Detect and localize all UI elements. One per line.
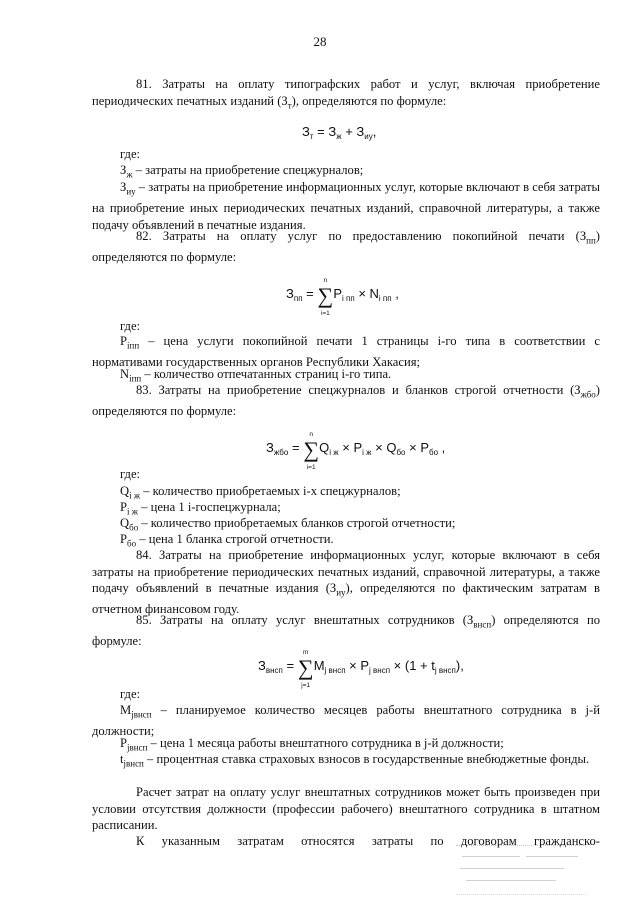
where-label: где: (120, 147, 141, 161)
formula-85: $З_{внсп}$ = m ∑ j=1 $M_{j внсп} \times P_{j внсп} \times (1 + t_{j внсп})$, (258, 649, 464, 689)
sum-sign-icon: m ∑ j=1 (297, 649, 314, 689)
faint-stamp (456, 845, 586, 895)
def-p-izh: $P_{i ж}$ – цена 1 i-госпецжурнала; (120, 500, 281, 517)
def-pinn: $P_{iпп}$ – цена услуги покопийной печати 1 страницы i-го типа в соответствии с нормативами государственных органов Республики Хакасия; (92, 334, 600, 370)
sum-sign-icon: n ∑ i=1 (303, 431, 320, 471)
def-z-zh: $З_ж$ – затраты на приобретение спецжурналов; (120, 163, 364, 180)
def-m-j: $M_{jвнсп}$ – планируемое количество месяцев работы внештатного сотрудника в j-й должности; (92, 703, 600, 739)
def-q-izh: $Q_{i ж}$ – количество приобретаемых i-х спецжурналов; (120, 484, 401, 501)
def-ninn: $N_{iпп}$ – количество отпечатанных страниц i-го типа. (120, 367, 392, 384)
formula-82: $З_{пп}$ = n ∑ i=1 $P_{i пп} \times N_{i пп}$ , (286, 277, 399, 317)
paragraph-calc: Расчет затрат на оплату услуг внештатных сотрудников может быть произведен при условии отсутствия должности (профессии рабочего) внештатного сотрудника в штатном расписании. (92, 785, 600, 833)
page-number: 28 (313, 34, 327, 49)
def-q-bo: $Q_{бо}$ – количество приобретаемых бланков строгой отчетности; (120, 516, 456, 533)
paragraph-last: К указанным затратам относятся затраты по договорам гражданско- (136, 834, 600, 848)
def-p-j: $P_{jвнсп}$ – цена 1 месяца работы внештатного сотрудника в j-й должности; (120, 736, 504, 753)
paragraph-81: 81. Затраты на оплату типографских работ и услуг, включая приобретение периодических печатных изданий $(З_т)$, определяются по формуле: (92, 77, 600, 111)
paragraph-84: 84. Затраты на приобретение информационных услуг, которые включают в себя затраты на приобретение периодических печатных изданий, справочной литературы, а также подачу объявлений в печатные издания $(З_{иу})$, определяются по фактическим затратам в отчетном финансовом году. (92, 548, 600, 617)
formula-81: $З_т = З_ж + З_{иу}$, (302, 124, 377, 141)
paragraph-82: 82. Затраты на оплату услуг по предоставлению покопийной печати $(З_{пп})$ определяются по формуле: (92, 229, 600, 265)
where-label: где: (120, 319, 141, 333)
where-label: где: (120, 687, 141, 701)
def-t-j: $t_{jвнсп}$ – процентная ставка страховых взносов в государственные внебюджетные фонды. (120, 752, 590, 769)
sum-sign-icon: n ∑ i=1 (317, 277, 334, 317)
def-z-iu: $З_{иу}$ – затраты на приобретение информационных услуг, которые включают в себя затраты на приобретение иных периодических печатных изданий, справочной литературы, а также подачу объявлений в печатные издания. (92, 180, 600, 232)
where-label: где: (120, 467, 141, 481)
paragraph-85: 85. Затраты на оплату услуг внештатных сотрудников $(З_{внсп})$ определяются по формуле: (92, 613, 600, 649)
paragraph-83: 83. Затраты на приобретение спецжурналов и бланков строгой отчетности $(З_{жбо})$ определяются по формуле: (92, 383, 600, 419)
formula-83: $З_{жбо}$ = n ∑ i=1 $Q_{i ж} \times P_{i ж} \times Q_{бо} \times P_{бо}$ , (266, 431, 446, 471)
def-p-bo: $P_{бо}$ – цена 1 бланка строгой отчетности. (120, 532, 334, 549)
